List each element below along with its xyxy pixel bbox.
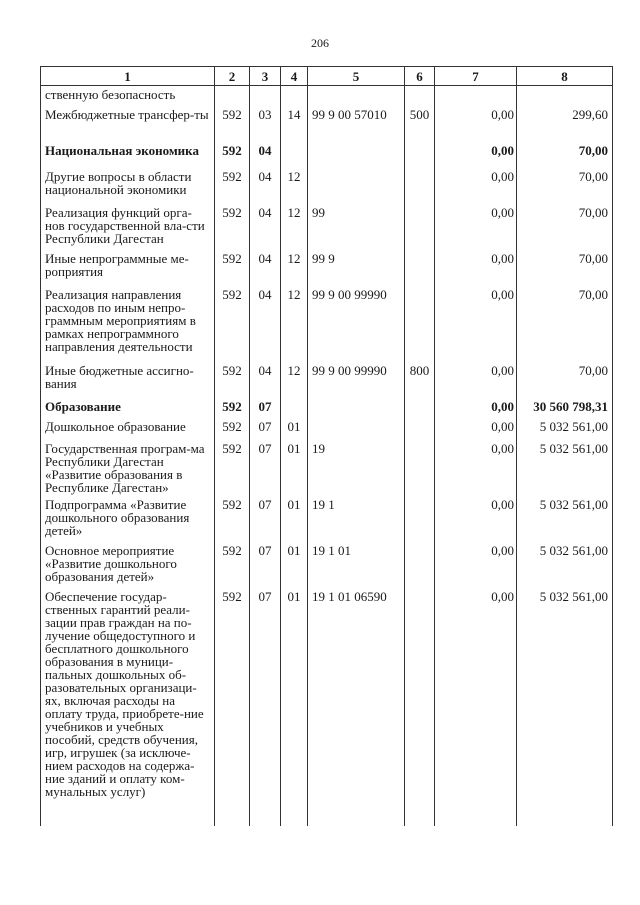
- cell-col-3: 07: [250, 540, 281, 586]
- cell-col-1: Национальная экономика: [41, 140, 215, 166]
- table-row: [41, 586, 613, 826]
- cell-col-4: 12: [281, 284, 308, 360]
- cell-col-8: 30 560 798,31: [517, 396, 613, 418]
- header-col-3: 3: [250, 67, 281, 86]
- cell-col-6: 500: [405, 104, 435, 140]
- cell-col-2: 592: [215, 494, 250, 540]
- cell-col-7: [435, 86, 517, 105]
- cell-col-5: 19: [308, 438, 405, 494]
- cell-col-8: 5 032 561,00: [517, 418, 613, 438]
- table-row: [41, 166, 613, 202]
- cell-col-8: 70,00: [517, 360, 613, 396]
- cell-col-1: Дошкольное образование: [41, 418, 215, 438]
- cell-col-3: 07: [250, 494, 281, 540]
- cell-col-7: 0,00: [435, 202, 517, 248]
- cell-col-6: [405, 166, 435, 202]
- cell-col-7: 0,00: [435, 284, 517, 360]
- cell-col-4: [281, 86, 308, 105]
- table-row: [41, 360, 613, 396]
- cell-col-7: 0,00: [435, 166, 517, 202]
- cell-col-2: 592: [215, 540, 250, 586]
- cell-col-2: 592: [215, 140, 250, 166]
- cell-col-8: [517, 86, 613, 105]
- cell-col-1: Образование: [41, 396, 215, 418]
- cell-col-2: 592: [215, 418, 250, 438]
- cell-col-3: 04: [250, 166, 281, 202]
- cell-col-8: 70,00: [517, 284, 613, 360]
- cell-col-8: 299,60: [517, 104, 613, 140]
- cell-col-6: [405, 202, 435, 248]
- cell-col-4: [281, 396, 308, 418]
- cell-col-1: Другие вопросы в области национальной экономики: [41, 166, 215, 202]
- cell-col-6: [405, 140, 435, 166]
- cell-col-5: 19 1 01: [308, 540, 405, 586]
- budget-table: [40, 66, 613, 826]
- cell-col-3: 07: [250, 396, 281, 418]
- table-header: [41, 67, 613, 86]
- table-row: [41, 202, 613, 248]
- cell-col-8: 70,00: [517, 140, 613, 166]
- cell-col-4: 01: [281, 494, 308, 540]
- cell-col-5: [308, 418, 405, 438]
- cell-col-8: 5 032 561,00: [517, 438, 613, 494]
- table-row: [41, 86, 613, 105]
- cell-col-8: 70,00: [517, 202, 613, 248]
- table-row: [41, 140, 613, 166]
- cell-col-1: Реализация функций орга-нов государственной вла-сти Республики Дагестан: [41, 202, 215, 248]
- cell-col-5: 19 1 01 06590: [308, 586, 405, 826]
- cell-col-6: [405, 284, 435, 360]
- cell-col-2: 592: [215, 104, 250, 140]
- cell-col-7: 0,00: [435, 494, 517, 540]
- cell-col-3: 04: [250, 284, 281, 360]
- cell-col-1: Реализация направления расходов по иным непро-граммным мероприятиям в рамках непрограммного направления деятельности: [41, 284, 215, 360]
- cell-col-4: 01: [281, 418, 308, 438]
- cell-col-6: [405, 248, 435, 284]
- cell-col-2: 592: [215, 396, 250, 418]
- cell-col-1: Основное мероприятие «Развитие дошкольного образования детей»: [41, 540, 215, 586]
- table-row: [41, 248, 613, 284]
- cell-col-1: Иные непрограммные ме-роприятия: [41, 248, 215, 284]
- cell-col-6: 800: [405, 360, 435, 396]
- cell-col-5: 99 9: [308, 248, 405, 284]
- cell-col-5: 99 9 00 57010: [308, 104, 405, 140]
- cell-col-2: 592: [215, 284, 250, 360]
- cell-col-2: [215, 86, 250, 105]
- cell-col-8: 70,00: [517, 166, 613, 202]
- cell-col-3: 07: [250, 586, 281, 826]
- cell-col-7: 0,00: [435, 418, 517, 438]
- cell-col-5: [308, 140, 405, 166]
- cell-col-4: 14: [281, 104, 308, 140]
- cell-col-3: 07: [250, 438, 281, 494]
- table-row: [41, 494, 613, 540]
- cell-col-6: [405, 86, 435, 105]
- cell-col-1: Межбюджетные трансфер-ты: [41, 104, 215, 140]
- cell-col-3: 04: [250, 360, 281, 396]
- header-row: [41, 67, 613, 86]
- cell-col-2: 592: [215, 166, 250, 202]
- cell-col-3: 04: [250, 202, 281, 248]
- cell-col-6: [405, 540, 435, 586]
- header-col-2: 2: [215, 67, 250, 86]
- cell-col-2: 592: [215, 248, 250, 284]
- cell-col-7: 0,00: [435, 104, 517, 140]
- cell-col-7: 0,00: [435, 360, 517, 396]
- cell-col-7: 0,00: [435, 396, 517, 418]
- cell-col-4: 01: [281, 540, 308, 586]
- cell-col-7: 0,00: [435, 586, 517, 826]
- cell-col-5: 19 1: [308, 494, 405, 540]
- cell-col-1: Подпрограмма «Развитие дошкольного образования детей»: [41, 494, 215, 540]
- cell-col-5: 99: [308, 202, 405, 248]
- header-col-4: 4: [281, 67, 308, 86]
- cell-col-7: 0,00: [435, 540, 517, 586]
- header-col-1: 1: [41, 67, 215, 86]
- cell-col-5: [308, 166, 405, 202]
- cell-col-3: 04: [250, 248, 281, 284]
- cell-col-8: 5 032 561,00: [517, 540, 613, 586]
- cell-col-6: [405, 438, 435, 494]
- cell-col-3: [250, 86, 281, 105]
- cell-col-2: 592: [215, 586, 250, 826]
- cell-col-5: [308, 86, 405, 105]
- header-col-6: 6: [405, 67, 435, 86]
- cell-col-6: [405, 418, 435, 438]
- cell-col-4: 01: [281, 438, 308, 494]
- cell-col-1: Обеспечение государ-ственных гарантий реали-зации прав граждан на по-лучение общедоступного и бесплатного дошкольного образования в муници-пальных дошкольных об-разовательных организаци-ях, включая расходы на оплату труда, приобрете-ние учебников и учебных пособий, средств обучения, игр, игрушек (за исключе-нием расходов на содержа-ние зданий и оплату ком-мунальных услуг): [41, 586, 215, 826]
- cell-col-4: 12: [281, 360, 308, 396]
- cell-col-2: 592: [215, 438, 250, 494]
- table-row: [41, 418, 613, 438]
- table-row: [41, 396, 613, 418]
- table-row: [41, 540, 613, 586]
- cell-col-4: 01: [281, 586, 308, 826]
- table-body: [41, 86, 613, 827]
- cell-col-5: 99 9 00 99990: [308, 284, 405, 360]
- cell-col-1: Иные бюджетные ассигно-вания: [41, 360, 215, 396]
- page-number: 206: [311, 36, 329, 50]
- cell-col-1: Государственная програм-ма Республики Дагестан «Развитие образования в Республике Дагестан»: [41, 438, 215, 494]
- cell-col-7: 0,00: [435, 248, 517, 284]
- table-row: [41, 104, 613, 140]
- cell-col-7: 0,00: [435, 140, 517, 166]
- table-row: [41, 284, 613, 360]
- cell-col-6: [405, 396, 435, 418]
- cell-col-2: 592: [215, 202, 250, 248]
- cell-col-4: [281, 140, 308, 166]
- cell-col-6: [405, 586, 435, 826]
- budget-table-container: [40, 66, 612, 826]
- header-col-7: 7: [435, 67, 517, 86]
- cell-col-8: 5 032 561,00: [517, 494, 613, 540]
- header-col-5: 5: [308, 67, 405, 86]
- cell-col-8: 70,00: [517, 248, 613, 284]
- cell-col-7: 0,00: [435, 438, 517, 494]
- cell-col-4: 12: [281, 248, 308, 284]
- cell-col-4: 12: [281, 166, 308, 202]
- cell-col-3: 04: [250, 140, 281, 166]
- table-row: [41, 438, 613, 494]
- cell-col-4: 12: [281, 202, 308, 248]
- cell-col-3: 07: [250, 418, 281, 438]
- cell-col-2: 592: [215, 360, 250, 396]
- cell-col-8: 5 032 561,00: [517, 586, 613, 826]
- cell-col-5: 99 9 00 99990: [308, 360, 405, 396]
- cell-col-1: ственную безопасность: [41, 86, 215, 105]
- cell-col-3: 03: [250, 104, 281, 140]
- cell-col-6: [405, 494, 435, 540]
- header-col-8: 8: [517, 67, 613, 86]
- cell-col-5: [308, 396, 405, 418]
